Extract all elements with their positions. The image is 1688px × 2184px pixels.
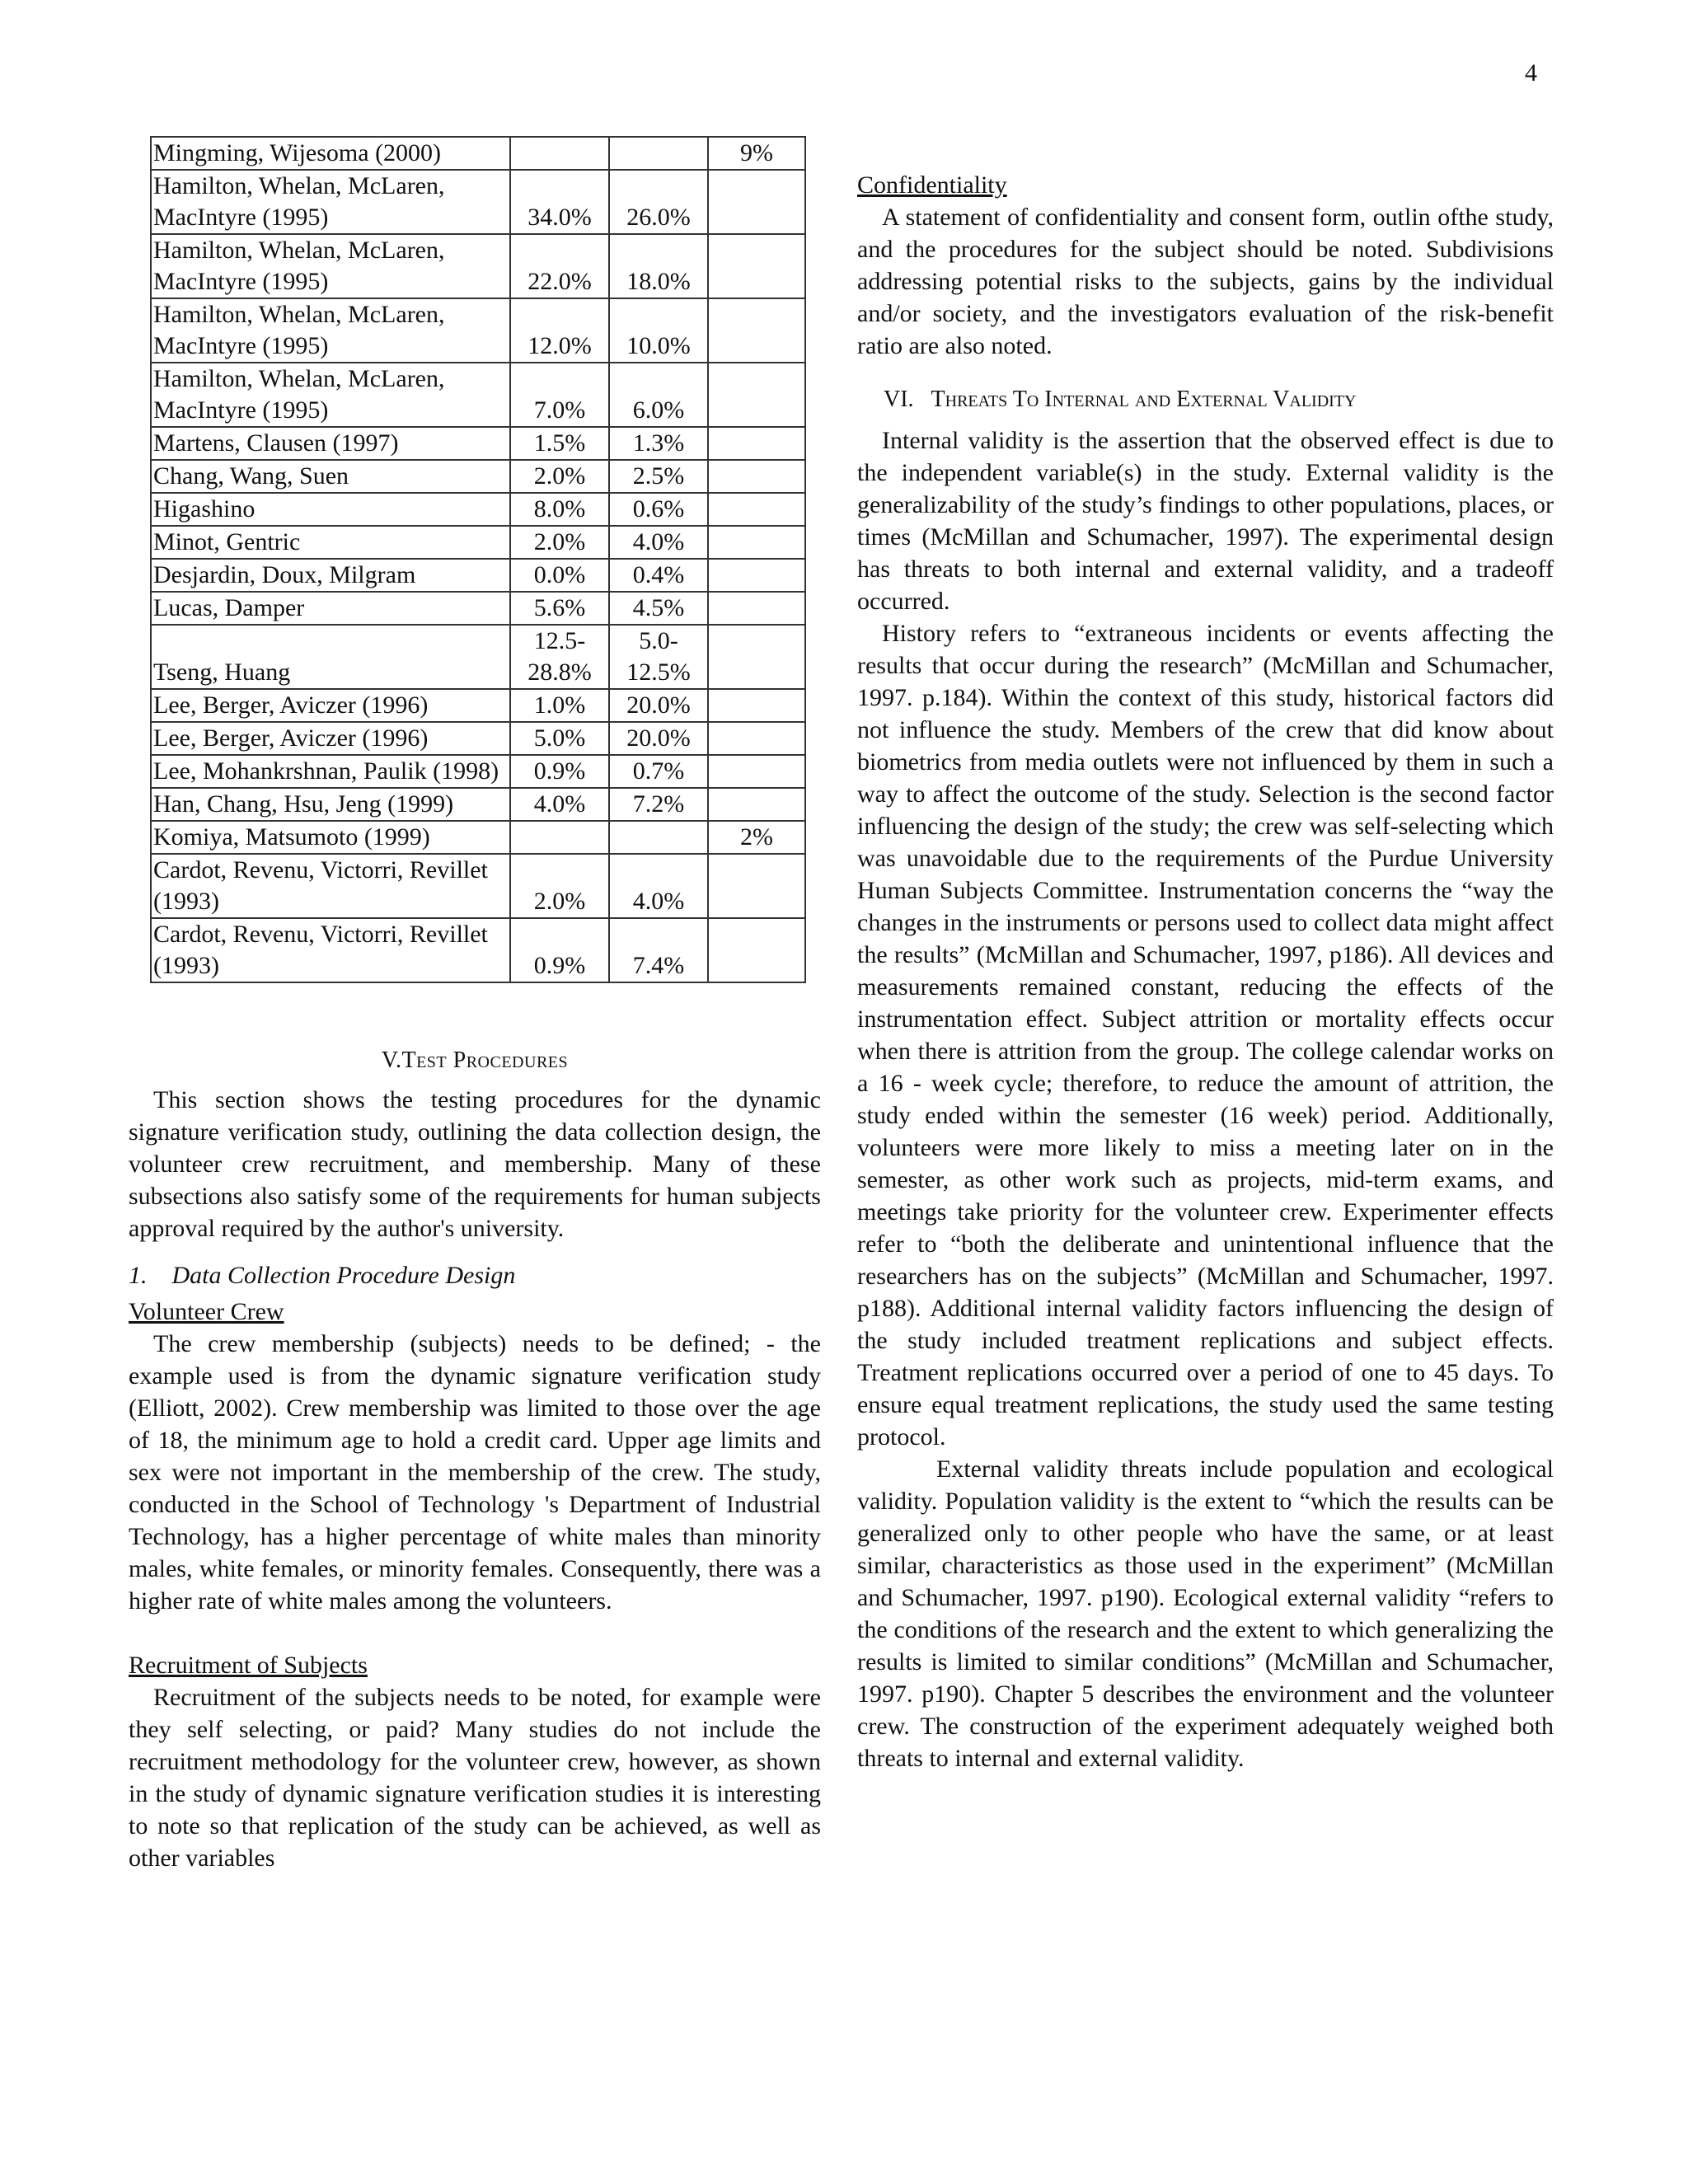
table-cell-v1: 12.0% — [510, 298, 609, 363]
table-cell-v3 — [708, 918, 805, 982]
table-cell-v1: 7.0% — [510, 363, 609, 427]
table-cell-author: Minot, Gentric — [151, 526, 510, 559]
table-cell-v3 — [708, 625, 805, 689]
table-cell-v2: 20.0% — [609, 689, 708, 722]
table-row — [151, 722, 805, 755]
table-cell-v2: 2.5% — [609, 460, 708, 493]
table-row — [151, 918, 805, 982]
table-cell-author: Lee, Berger, Aviczer (1996) — [151, 689, 510, 722]
table-cell-v2 — [609, 821, 708, 854]
table-cell-author: Han, Chang, Hsu, Jeng (1999) — [151, 788, 510, 821]
table-cell-v1: 34.0% — [510, 170, 609, 234]
table-cell-author: Chang, Wang, Suen — [151, 460, 510, 493]
table-cell-v1: 1.5% — [510, 427, 609, 460]
table-cell-v1: 8.0% — [510, 493, 609, 526]
table-cell-author: Hamilton, Whelan, McLaren, MacIntyre (1995) — [151, 363, 510, 427]
table-row — [151, 493, 805, 526]
table-cell-v2 — [609, 137, 708, 170]
table-cell-author: Higashino — [151, 493, 510, 526]
results-table — [150, 136, 806, 983]
table-row — [151, 234, 805, 298]
confidentiality-text: A statement of confidentiality and consent form, outlin ofthe study, and the procedures for the subject should be noted. Subdivisions addressing potential risks to the subjects, gains by the individual and/or society, and the investigators evaluation of the risk-benefit ratio are also noted. — [857, 204, 1554, 359]
section-vi-paragraph-2: History refers to “extraneous incidents or events affecting the results that occur during the research” (McMillan and Schumacher, 1997. p.184). Within the context of this study, historical factors did not influence the study. Members of the crew that did know about biometrics from media outlets were not influenced by them in such a way to affect the outcome of the study. Selection is the second factor influencing the design of the study; the crew was self-selecting which was unavoidable due to the requirements of the Purdue University Human Subjects Committee. Instrumentation concerns the “way the changes in the instruments or persons used to collect data might affect the results” (McMillan and Schumacher, 1997, p186). All devices and measurements remained constant, reducing the effects of the instrumentation effect. Subject attrition or mortality effects occur when there is attrition from the group. The college calendar works on a 16 - week cycle; therefore, to reduce the amount of attrition, the study ended within the semester (16 week) period. Additionally, volunteers were more likely to miss a meeting later on in the semester, as other work such as projects, mid-term exams, and meetings take priority for the volunteer crew. Experimenter effects refer to “both the deliberate and unintentional influence that the researchers has on the subjects” (McMillan and Schumacher, 1997. p188). Additional internal validity factors influencing the design of the study included treatment replications and subject effects. Treatment replications occurred over a period of one to 45 days. To ensure equal treatment replications, the study used the same testing protocol. — [857, 620, 1554, 1451]
table-row — [151, 689, 805, 722]
confidentiality-heading: Confidentiality — [857, 171, 1007, 199]
table-row — [151, 363, 805, 427]
subsection-1-title: Data Collection Procedure Design — [171, 1262, 516, 1289]
table-cell-author: Lee, Berger, Aviczer (1996) — [151, 722, 510, 755]
table-cell-v3 — [708, 559, 805, 592]
table-cell-v3 — [708, 460, 805, 493]
section-vi-paragraph-3: External validity threats include population and ecological validity. Population validity is the extent to “which the results can be generalized only to other people who have the same, or at least similar, characteristics as those used in the experiment” (McMillan and Schumacher, 1997. p190). Ecological external validity “refers to the conditions of the research and the extent to which generalizing the results is limited to similar conditions” (McMillan and Schumacher, 1997. p190). Chapter 5 describes the environment and the volunteer crew. The construction of the experiment adequately weighed both threats to internal and external validity. — [857, 1455, 1554, 1772]
table-cell-v3 — [708, 363, 805, 427]
subsection-1-heading — [129, 1259, 821, 1292]
left-column — [129, 136, 821, 1874]
section-v-intro: This section shows the testing procedures for the dynamic signature verification study, outlining the data collection design, the volunteer crew recruitment, and membership. Many of these subsections also satisfy some of the requirements for human subjects approval required by the author's university. — [129, 1086, 821, 1242]
table-row — [151, 137, 805, 170]
table-cell-v1 — [510, 821, 609, 854]
table-cell-v1: 5.0% — [510, 722, 609, 755]
table-cell-v2: 4.0% — [609, 526, 708, 559]
table-row — [151, 526, 805, 559]
table-cell-v2: 0.6% — [609, 493, 708, 526]
table-row — [151, 460, 805, 493]
table-cell-v1: 4.0% — [510, 788, 609, 821]
table-cell-v3 — [708, 493, 805, 526]
table-cell-author: Mingming, Wijesoma (2000) — [151, 137, 510, 170]
table-cell-v2: 26.0% — [609, 170, 708, 234]
table-cell-v2: 4.0% — [609, 854, 708, 918]
table-row — [151, 559, 805, 592]
table-cell-author: Hamilton, Whelan, McLaren, MacIntyre (1995) — [151, 170, 510, 234]
table-cell-v3 — [708, 234, 805, 298]
section-vi-number: VI. — [884, 387, 914, 412]
table-cell-v1: 1.0% — [510, 689, 609, 722]
table-cell-v1: 2.0% — [510, 526, 609, 559]
table-cell-v3: 2% — [708, 821, 805, 854]
section-vi-heading — [857, 387, 1554, 413]
table-cell-v1: 0.9% — [510, 918, 609, 982]
table-cell-author: Tseng, Huang — [151, 625, 510, 689]
table-cell-v3 — [708, 788, 805, 821]
recruitment-text: Recruitment of the subjects needs to be noted, for example were they self selecting, or paid? Many studies do not include the recruitment methodology for the volunteer crew, however, as shown in the study of dynamic signature verification studies it is interesting to note so that replication of the study can be achieved, as well as other variables — [129, 1684, 821, 1872]
table-row — [151, 755, 805, 788]
table-cell-v1 — [510, 137, 609, 170]
volunteer-crew-text: The crew membership (subjects) needs to be defined; - the example used is from the dynamic signature verification study (Elliott, 2002). Crew membership was limited to those over the age of 18, the minimum age to hold a credit card. Upper age limits and sex were not important in the membership of the crew. The study, conducted in the School of Technology 's Department of Industrial Technology, has a higher percentage of white males than minority males, white females, or minority females. Consequently, there was a higher rate of white males among the volunteers. — [129, 1330, 821, 1615]
table-cell-v3 — [708, 689, 805, 722]
page-number: 4 — [1525, 59, 1537, 87]
table-cell-v2: 1.3% — [609, 427, 708, 460]
section-vi-paragraph-1: Internal validity is the assertion that the observed effect is due to the independent variable(s) in the study. External validity is the generalizability of the study’s findings to other populations, places, or times (McMillan and Schumacher, 1997). The experimental design has threats to both internal and external validity, and a tradeoff occurred. — [857, 427, 1554, 615]
table-cell-author: Lee, Mohankrshnan, Paulik (1998) — [151, 755, 510, 788]
table-cell-v1: 2.0% — [510, 460, 609, 493]
table-cell-v2: 0.4% — [609, 559, 708, 592]
table-cell-v3 — [708, 526, 805, 559]
table-cell-author: Cardot, Revenu, Victorri, Revillet (1993) — [151, 918, 510, 982]
table-row — [151, 298, 805, 363]
table-row — [151, 788, 805, 821]
table-cell-author: Hamilton, Whelan, McLaren, MacIntyre (1995) — [151, 234, 510, 298]
table-cell-author: Lucas, Damper — [151, 592, 510, 625]
table-cell-v3 — [708, 170, 805, 234]
table-row — [151, 854, 805, 918]
table-cell-v1: 5.6% — [510, 592, 609, 625]
table-row — [151, 427, 805, 460]
table-cell-v3: 9% — [708, 137, 805, 170]
table-cell-v3 — [708, 298, 805, 363]
table-cell-v2: 6.0% — [609, 363, 708, 427]
table-cell-v1: 0.9% — [510, 755, 609, 788]
table-cell-v2: 20.0% — [609, 722, 708, 755]
table-cell-v3 — [708, 755, 805, 788]
table-cell-v1: 2.0% — [510, 854, 609, 918]
right-column — [857, 169, 1554, 1774]
table-cell-v2: 0.7% — [609, 755, 708, 788]
table-cell-v2: 10.0% — [609, 298, 708, 363]
table-row — [151, 821, 805, 854]
table-cell-v2: 18.0% — [609, 234, 708, 298]
table-row — [151, 170, 805, 234]
table-cell-v3 — [708, 854, 805, 918]
section-v-heading — [129, 1047, 821, 1074]
table-cell-v1: 12.5- 28.8% — [510, 625, 609, 689]
table-cell-author: Desjardin, Doux, Milgram — [151, 559, 510, 592]
table-cell-v1: 22.0% — [510, 234, 609, 298]
table-cell-v2: 4.5% — [609, 592, 708, 625]
table-cell-author: Hamilton, Whelan, McLaren, MacIntyre (1995) — [151, 298, 510, 363]
volunteer-crew-heading: Volunteer Crew — [129, 1298, 284, 1325]
table-cell-v2: 7.4% — [609, 918, 708, 982]
table-cell-v3 — [708, 592, 805, 625]
table-cell-v2: 7.2% — [609, 788, 708, 821]
table-cell-v2: 5.0- 12.5% — [609, 625, 708, 689]
table-row — [151, 592, 805, 625]
subsection-1-number: 1. — [129, 1262, 148, 1289]
section-v-title: Test Procedures — [401, 1047, 569, 1073]
table-cell-author: Komiya, Matsumoto (1999) — [151, 821, 510, 854]
table-cell-v3 — [708, 722, 805, 755]
section-vi-title: Threats To Internal and External Validity — [931, 387, 1357, 412]
table-cell-v3 — [708, 427, 805, 460]
section-v-number: V. — [381, 1047, 402, 1073]
table-cell-v1: 0.0% — [510, 559, 609, 592]
recruitment-heading: Recruitment of Subjects — [129, 1652, 368, 1679]
table-cell-author: Cardot, Revenu, Victorri, Revillet (1993) — [151, 854, 510, 918]
table-cell-author: Martens, Clausen (1997) — [151, 427, 510, 460]
table-row — [151, 625, 805, 689]
